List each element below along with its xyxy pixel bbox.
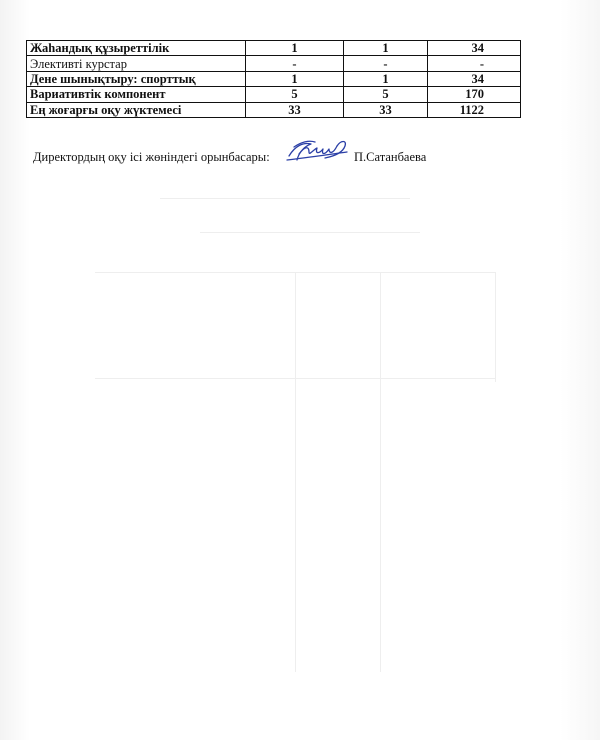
table-row — [27, 87, 521, 102]
table-row — [27, 56, 521, 71]
hours-cell: 1 — [344, 41, 428, 56]
table-row — [27, 41, 521, 56]
subject-name-cell: Элективті курстар — [27, 56, 246, 71]
bleed-through-line — [200, 232, 420, 233]
subject-name-cell: Жаһандық құзыреттілік — [27, 41, 246, 56]
subject-name-cell: Вариативтік компонент — [27, 87, 246, 102]
table-row — [27, 71, 521, 86]
total-hours-cell: 34 — [428, 71, 521, 86]
total-hours-cell: 34 — [428, 41, 521, 56]
bleed-through-line — [495, 272, 496, 382]
hours-cell: 1 — [246, 71, 344, 86]
subject-name-cell: Ең жоғарғы оқу жүктемесі — [27, 102, 246, 117]
bleed-through-line — [160, 198, 410, 199]
signatory-name: П.Сатанбаева — [354, 150, 427, 164]
hours-cell: 5 — [246, 87, 344, 102]
table-row — [27, 102, 521, 117]
total-hours-cell: - — [428, 56, 521, 71]
subject-name-cell: Дене шынықтыру: спорттық — [27, 71, 246, 86]
curriculum-table — [26, 40, 521, 118]
hours-cell: 1 — [344, 71, 428, 86]
total-hours-cell: 170 — [428, 87, 521, 102]
bleed-through-line — [295, 272, 296, 672]
hours-cell: - — [246, 56, 344, 71]
bleed-through-line — [380, 272, 381, 672]
hours-cell: 33 — [246, 102, 344, 117]
total-hours-cell: 1122 — [428, 102, 521, 117]
hours-cell: 5 — [344, 87, 428, 102]
hours-cell: - — [344, 56, 428, 71]
handwritten-signature — [285, 136, 351, 166]
hours-cell: 1 — [246, 41, 344, 56]
hours-cell: 33 — [344, 102, 428, 117]
signature-line — [33, 150, 427, 165]
signatory-position: Директордың оқу ісі жөніндегі орынбасары: — [33, 150, 270, 164]
